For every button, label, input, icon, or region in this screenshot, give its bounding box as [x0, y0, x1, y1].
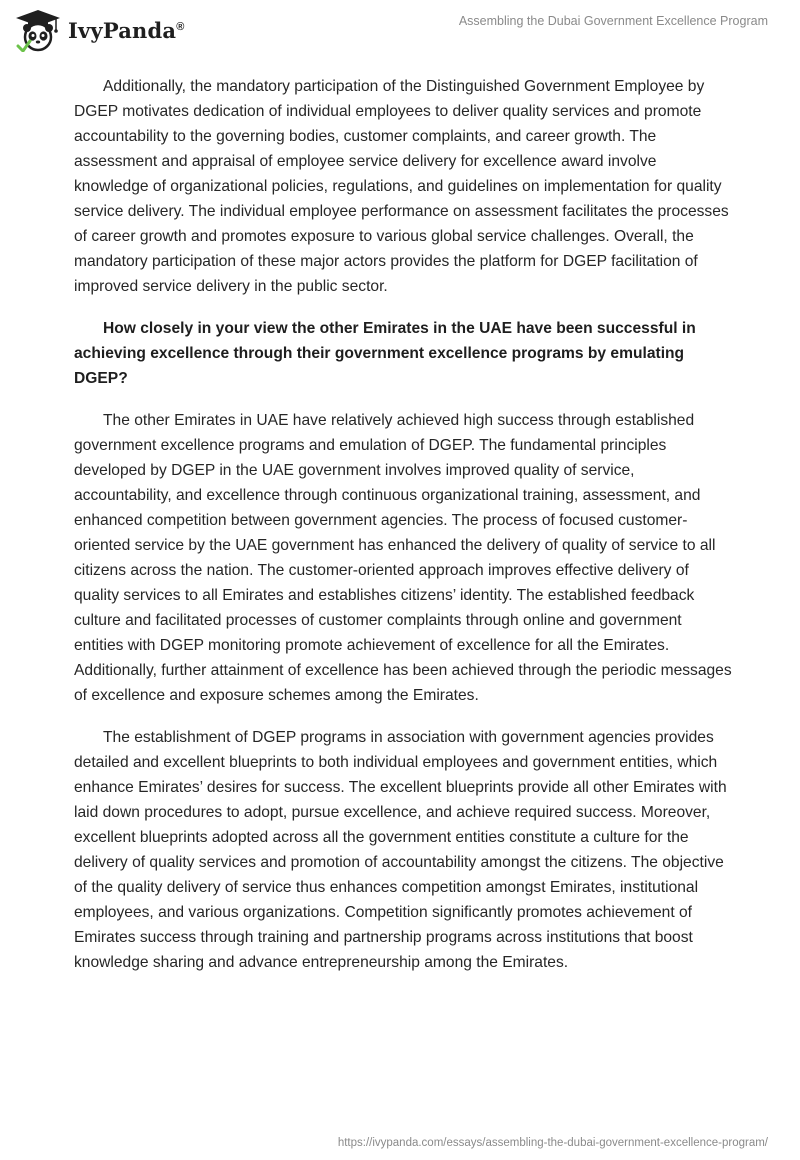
page-header: [0, 0, 800, 64]
body-paragraph: Additionally, the mandatory participation of the Distinguished Government Employee by DGEP motivates dedication of individual employees to deliver quality services and promote accountability to the governing bodies, customer complaints, and career growth. The assessment and appraisal of employee service delivery for excellence award involve knowledge of organizational policies, regulations, and guidelines on implementation for quality service delivery. The individual employee performance on assessment facilitates the processes of career growth and promotes exposure to various global service challenges. Overall, the mandatory participation of these major actors provides the platform for DGEP facilitation of improved service delivery in the public sector.: [74, 78, 729, 295]
body-paragraph: The other Emirates in UAE have relatively achieved high success through established government excellence programs and emulation of DGEP. The fundamental principles developed by DGEP in the UAE government involves improved quality of service, accountability, and excellence through continuous organizational training, assessment, and enhanced competition between government agencies. The process of focused customer-oriented service by the UAE government has enhanced the delivery of quality of service to all citizens across the nation. The customer-oriented approach improves effective delivery of quality services to all Emirates and establishes citizens’ identity. The established feedback culture and facilitated processes of customer complaints through online and government entities with DGEP monitoring promote achievement of excellence for all the Emirates. Additionally, further attainment of excellence has been achieved through the periodic messages of excellence and exposure schemes among the Emirates.: [74, 412, 732, 704]
body-paragraph: The establishment of DGEP programs in association with government agencies provides detailed and excellent blueprints to both individual employees and government entities, which enhance Emirates’ desires for success. The excellent blueprints provide all other Emirates with laid down procedures to adopt, pursue excellence, and achieve required success. Moreover, excellent blueprints adopted across all the government entities constitute a culture for the delivery of quality services and promotion of accountability amongst the citizens. The objective of the quality delivery of service thus enhances competition amongst Emirates, institutional employees, and various organizations. Competition significantly promotes achievement of Emirates success through training and partnership programs across institutions that boost knowledge sharing and advance entrepreneurship among the Emirates.: [74, 729, 727, 971]
logo-wordmark: [68, 18, 185, 43]
section-heading: How closely in your view the other Emirates in the UAE have been successful in achieving excellence through their government excellence programs by emulating DGEP?: [74, 320, 696, 387]
logo-text: IvyPanda: [68, 17, 177, 43]
source-url[interactable]: https://ivypanda.com/essays/assembling-the-dubai-government-excellence-program/: [337, 1137, 768, 1149]
essay-content: [74, 74, 734, 992]
ivypanda-logo[interactable]: [14, 8, 185, 52]
document-title: Assembling the Dubai Government Excellence Program: [458, 14, 768, 28]
registered-mark: ®: [176, 20, 185, 33]
panda-graduate-icon: [14, 8, 62, 52]
